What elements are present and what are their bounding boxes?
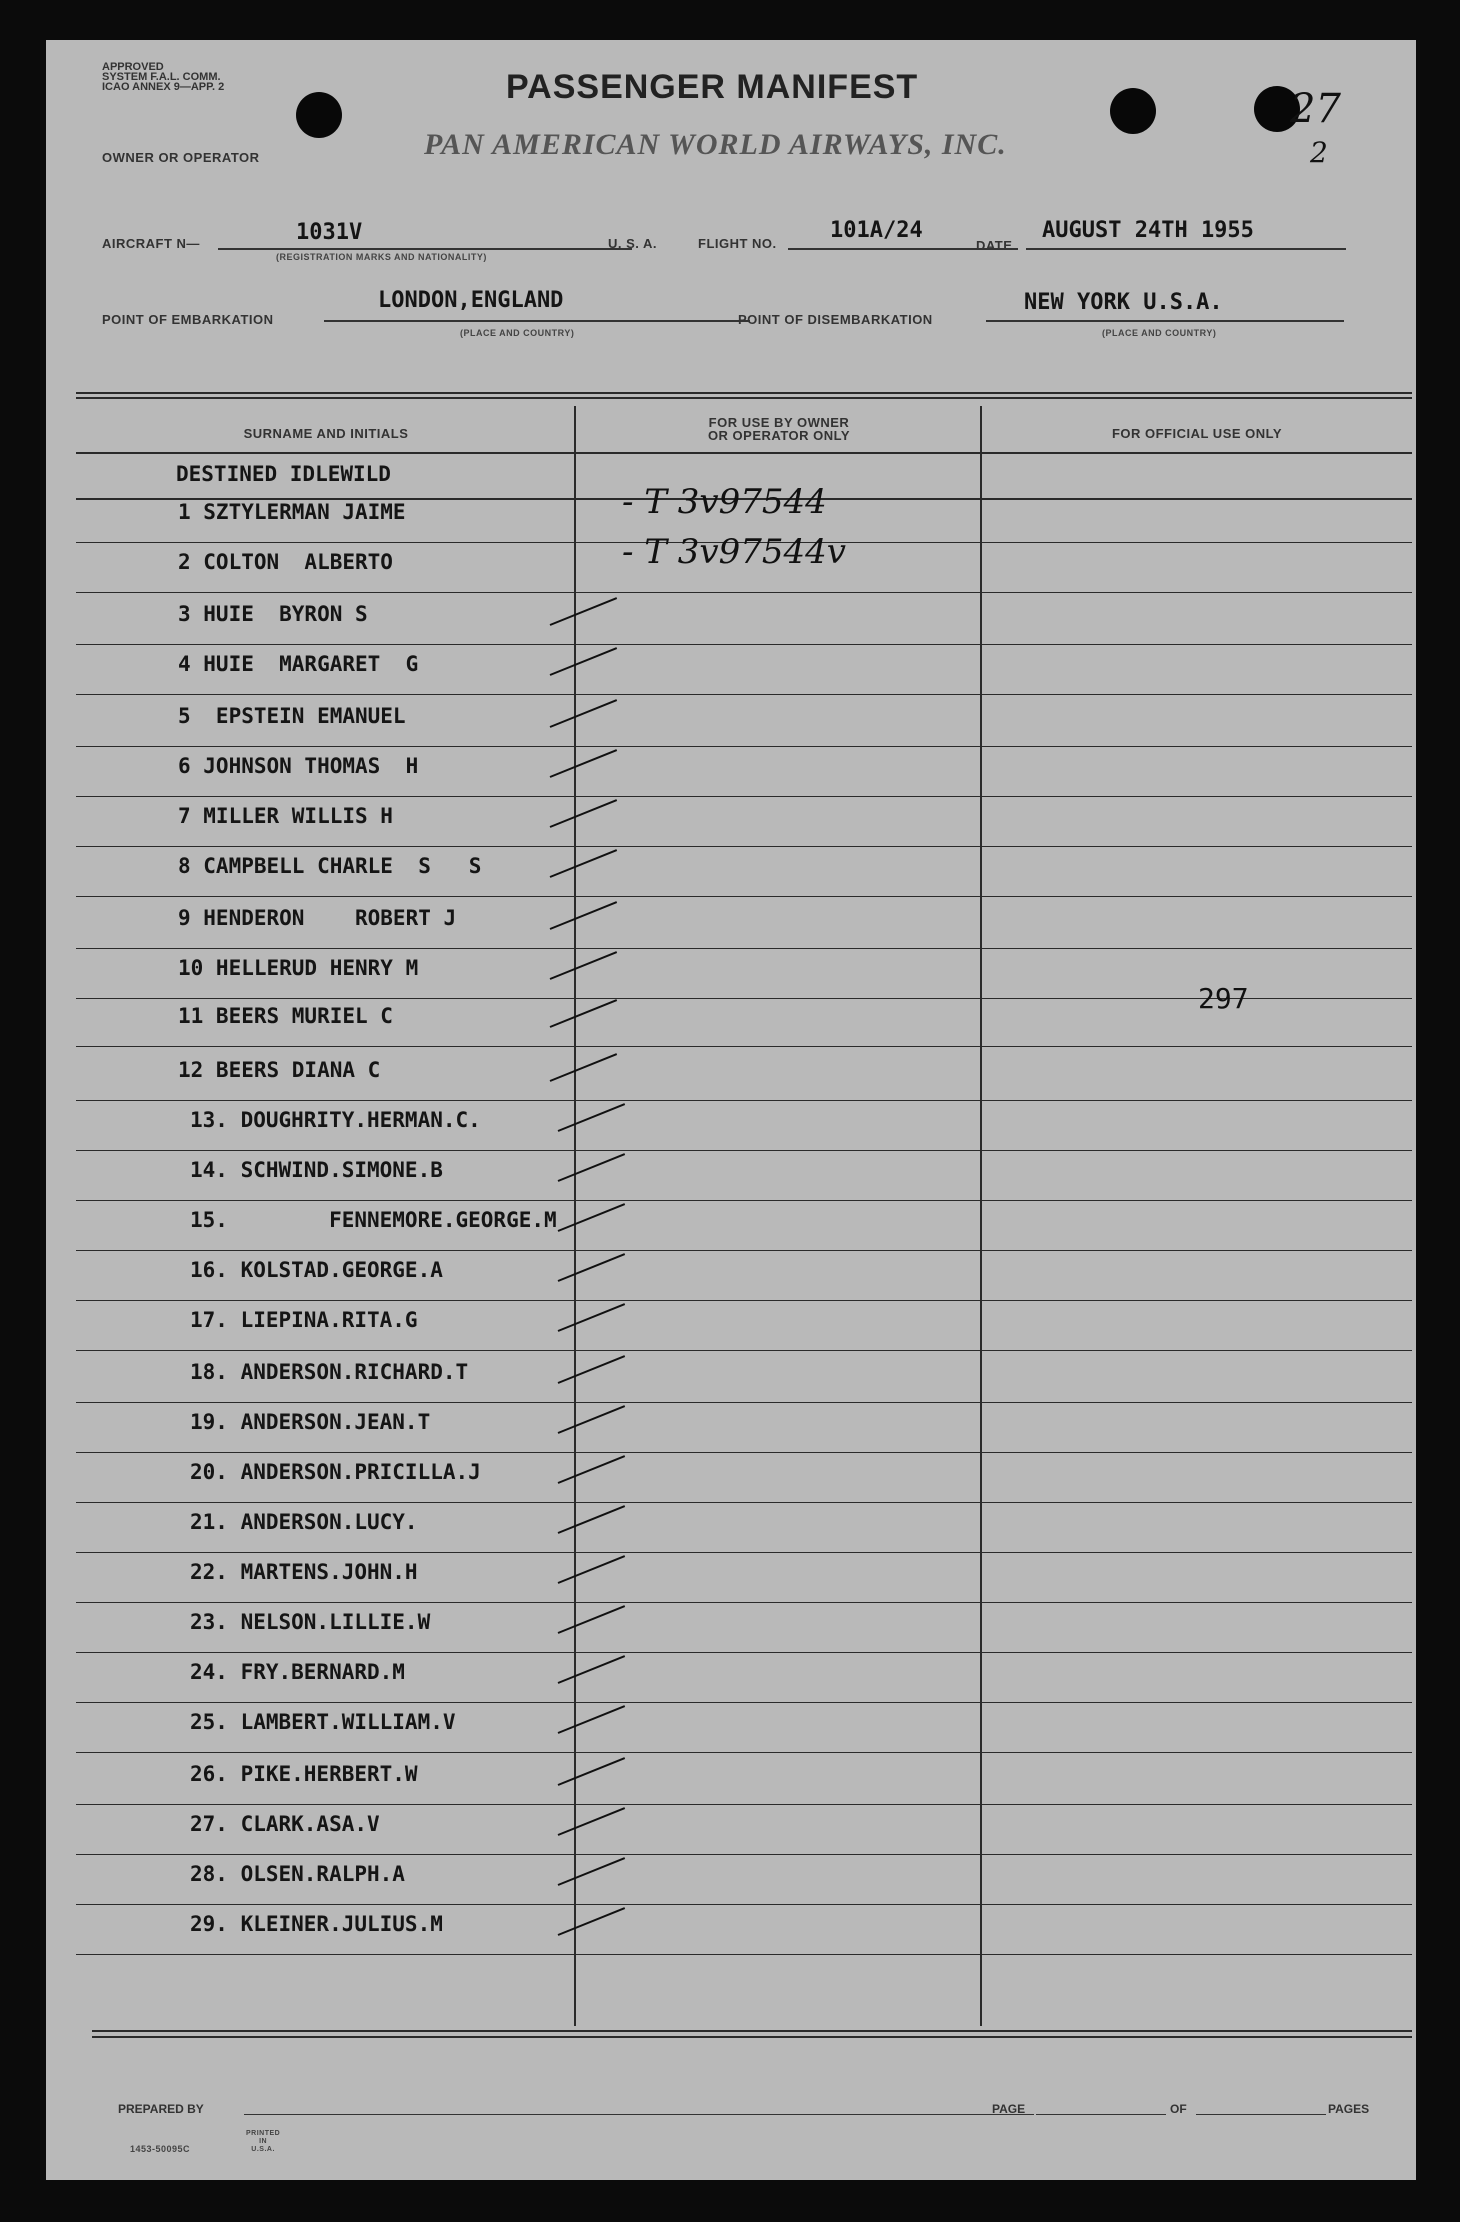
passenger-name: 19. ANDERSON.JEAN.T: [190, 1410, 431, 1434]
passenger-name: 26. PIKE.HERBERT.W: [190, 1762, 418, 1786]
passenger-name: 7 MILLER WILLIS H: [178, 804, 393, 828]
passenger-name: 25. LAMBERT.WILLIAM.V: [190, 1710, 456, 1734]
manifest-sheet: [46, 40, 1416, 2180]
check-mark: [558, 1857, 626, 1886]
check-mark: [558, 1253, 626, 1282]
passenger-name: 2 COLTON ALBERTO: [178, 550, 393, 574]
passenger-name: 21. ANDERSON.LUCY.: [190, 1510, 418, 1534]
official-column-header: FOR OFFICIAL USE ONLY: [1111, 426, 1283, 441]
check-mark: [550, 597, 618, 626]
check-mark: [558, 1907, 626, 1936]
check-mark: [550, 951, 618, 980]
registration-note: (REGISTRATION MARKS AND NATIONALITY): [276, 252, 487, 262]
check-mark: [558, 1807, 626, 1836]
passenger-name: 9 HENDERON ROBERT J: [178, 906, 457, 930]
aircraft-label: AIRCRAFT N—: [102, 236, 200, 251]
check-mark: [550, 799, 618, 828]
official-note: 297: [1198, 982, 1249, 1015]
check-mark: [558, 1203, 626, 1232]
passenger-name: 15. FENNEMORE.GEORGE.M: [190, 1208, 557, 1232]
check-mark: [550, 749, 618, 778]
date-value: AUGUST 24TH 1955: [1042, 218, 1254, 243]
surname-column-header: SURNAME AND INITIALS: [243, 426, 409, 441]
passenger-name: 14. SCHWIND.SIMONE.B: [190, 1158, 443, 1182]
passenger-name: 11 BEERS MURIEL C: [178, 1004, 393, 1028]
check-mark: [558, 1103, 626, 1132]
check-mark: [558, 1153, 626, 1182]
check-mark: [558, 1355, 626, 1384]
embarkation-label: POINT OF EMBARKATION: [102, 312, 274, 327]
usa-label: U. S. A.: [608, 236, 658, 251]
passenger-name: 4 HUIE MARGARET G: [178, 652, 419, 676]
disembarkation-value: NEW YORK U.S.A.: [1024, 290, 1223, 315]
page-title: PASSENGER MANIFEST: [506, 68, 919, 106]
passenger-name: 6 JOHNSON THOMAS H: [178, 754, 419, 778]
check-mark: [558, 1757, 626, 1786]
passenger-name: 5 EPSTEIN EMANUEL: [178, 704, 406, 728]
check-mark: [550, 1053, 618, 1082]
page-mark-sub: 2: [1310, 136, 1328, 169]
flight-no-value: 101A/24: [830, 218, 923, 243]
owner-note: - T 3v97544v: [622, 532, 846, 572]
check-mark: [550, 901, 618, 930]
passenger-name: 22. MARTENS.JOHN.H: [190, 1560, 418, 1584]
passenger-name: 1 SZTYLERMAN JAIME: [178, 500, 406, 524]
owner-column-header: FOR USE BY OWNER OR OPERATOR ONLY: [707, 415, 851, 443]
passenger-name: 12 BEERS DIANA C: [178, 1058, 381, 1082]
passenger-name: 3 HUIE BYRON S: [178, 602, 368, 626]
date-label: DATE: [976, 238, 1013, 253]
check-mark: [558, 1505, 626, 1534]
owner-label: OWNER OR OPERATOR: [102, 150, 260, 165]
disembarkation-label: POINT OF DISEMBARKATION: [738, 312, 933, 327]
check-mark: [550, 647, 618, 676]
passenger-name: 8 CAMPBELL CHARLE S S: [178, 854, 482, 878]
passenger-name: 28. OLSEN.RALPH.A: [190, 1862, 405, 1886]
check-mark: [550, 699, 618, 728]
passenger-name: 18. ANDERSON.RICHARD.T: [190, 1360, 469, 1384]
check-mark: [558, 1655, 626, 1684]
passenger-name: 13. DOUGHRITY.HERMAN.C.: [190, 1108, 481, 1132]
check-mark: [550, 849, 618, 878]
pages-label: PAGES: [1328, 2102, 1370, 2116]
page-mark: 27: [1290, 86, 1341, 132]
embarkation-value: LONDON,ENGLAND: [378, 288, 564, 313]
passenger-name: 23. NELSON.LILLIE.W: [190, 1610, 431, 1634]
check-mark: [550, 999, 618, 1028]
printed-in-usa: PRINTED IN U.S.A.: [246, 2130, 281, 2153]
approval-stamp: APPROVED SYSTEM F.A.L. COMM. ICAO ANNEX 9—APP. 2: [102, 61, 225, 93]
check-mark: [558, 1555, 626, 1584]
passenger-name: 16. KOLSTAD.GEORGE.A: [190, 1258, 443, 1282]
passenger-name: 17. LIEPINA.RITA.G: [190, 1308, 418, 1332]
embarkation-place-note: (PLACE AND COUNTRY): [460, 328, 575, 338]
check-mark: [558, 1405, 626, 1434]
flight-no-label: FLIGHT NO.: [698, 236, 777, 251]
passenger-name: 20. ANDERSON.PRICILLA.J: [190, 1460, 481, 1484]
check-mark: [558, 1455, 626, 1484]
punch-hole-left: [296, 92, 342, 138]
page-label: PAGE: [992, 2102, 1026, 2116]
of-label: OF: [1170, 2102, 1187, 2116]
passenger-name: 10 HELLERUD HENRY M: [178, 956, 419, 980]
form-number: 1453-50095C: [130, 2144, 191, 2154]
punch-hole-center: [1110, 88, 1156, 134]
owner-note: - T 3v97544: [622, 482, 827, 522]
passenger-name: 29. KLEINER.JULIUS.M: [190, 1912, 443, 1936]
passenger-name: 24. FRY.BERNARD.M: [190, 1660, 405, 1684]
passenger-name: 27. CLARK.ASA.V: [190, 1812, 380, 1836]
prepared-by-label: PREPARED BY: [118, 2102, 204, 2116]
check-mark: [558, 1605, 626, 1634]
aircraft-value: 1031V: [296, 220, 363, 245]
operator-name: PAN AMERICAN WORLD AIRWAYS, INC.: [424, 128, 1007, 161]
disembarkation-place-note: (PLACE AND COUNTRY): [1102, 328, 1217, 338]
destination-line: DESTINED IDLEWILD: [176, 462, 391, 486]
check-mark: [558, 1303, 626, 1332]
check-mark: [558, 1705, 626, 1734]
